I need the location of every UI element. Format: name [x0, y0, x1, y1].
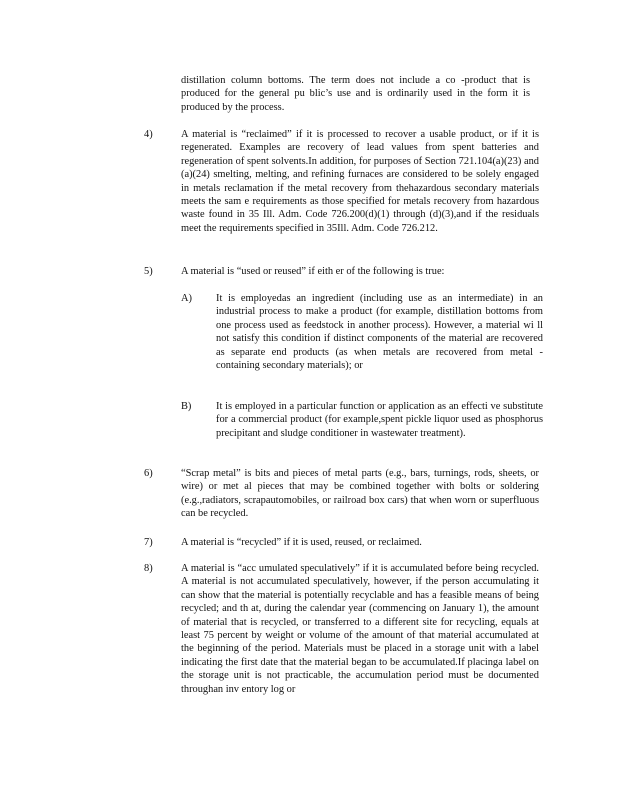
item-number: 4): [144, 129, 153, 140]
intro-continuation-paragraph: distillation column bottoms. The term does not include a co -product that is produced for the general pu blic’s use and is ordinarily used in the form it is produced by the process.: [181, 75, 530, 113]
item-number: 6): [144, 468, 153, 479]
subitem-text: It is employed in a particular function or application as an effecti ve substitute for a commercial product (for example,spent pickle liquor used as phosphorus precipitant and sludge conditioner in wastewater treatment).: [216, 401, 543, 439]
item-number: 8): [144, 563, 153, 574]
item-text: A material is “recycled” if it is used, reused, or reclaimed.: [181, 537, 422, 548]
item-text: “Scrap metal” is bits and pieces of metal parts (e.g., bars, turnings, rods, sheets, or wire) or met al pieces that may be combined together with bolts or soldering (e.g.,radiators, scrapautomobiles, or railroad box cars) that when worn or superfluous can be recycled.: [181, 468, 539, 520]
item-text: A material is “acc umulated speculatively” if it is accumulated before being recycled. A material is not accumulated speculatively, however, if the person accumulating it can show that the material is potentially recyclable and has a feasible means of being recycled; and th at, during the calendar year (commencing on January 1), the amount of material that is recycled, or transferred to a different site for recycling, equals at least 75 percent by weight or volume of the amount of that material accumulated at the beginning of the period. Materials must be placed in a storage unit with a label indicating the first date that the material began to be accumulated.If placinga label on the storage unit is not practicable, the accumulation period must be documented throughan inv entory log or: [181, 563, 539, 695]
subitem-label: B): [181, 401, 192, 412]
item-text: A material is “used or reused” if eith er of the following is true:: [181, 266, 445, 277]
item-number: 5): [144, 266, 153, 277]
item-text: A material is “reclaimed” if it is processed to recover a usable product, or if it is regenerated. Examples are recovery of lead values from spent batteries and regeneration of spent solvents.In addition, for purposes of Section 721.104(a)(23) and (a)(24) smelting, melting, and refining furnaces are considered to be solely engaged in metals reclamation if the metal recovery from thehazardous secondary materials meets the sam e requirements as those specified for metals recovery from hazardous waste found in 35 Ill. Adm. Code 726.200(d)(1) through (d)(3),and if the residuals meet the requirements specified in 35Ill. Adm. Code 726.212.: [181, 129, 539, 234]
subitem-label: A): [181, 293, 192, 304]
item-number: 7): [144, 537, 153, 548]
subitem-text: It is employedas an ingredient (including use as an intermediate) in an industrial process to make a product (for example, distillation bottoms from one process used as feedstock in another process). However, a material wi ll not satisfy this condition if distinct components of the material are recovered as separate end products (as when metals are recovered from metal - containing secondary materials); or: [216, 293, 543, 372]
